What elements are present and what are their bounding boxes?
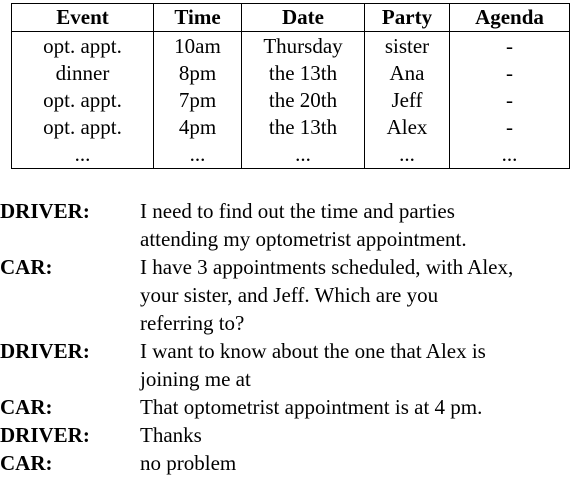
column-header-event: Event: [12, 4, 154, 32]
dialogue-turn: [0, 337, 582, 393]
utterance-text: I need to find out the time and parties attending my optometrist appointment.: [140, 199, 467, 251]
column-header-date: Date: [242, 4, 365, 32]
table-row: [12, 87, 570, 114]
column-header-time: Time: [154, 4, 242, 32]
utterance-text: That optometrist appointment is at 4 pm.: [140, 395, 483, 419]
table-cell: ...: [12, 141, 154, 169]
column-header-agenda: Agenda: [450, 4, 570, 32]
speaker-label: DRIVER:: [0, 423, 90, 447]
dialogue-turn: [0, 393, 582, 421]
utterance-text: no problem: [140, 451, 237, 475]
table-cell: opt. appt.: [12, 32, 154, 61]
dialogue-turn: [0, 449, 582, 477]
table-cell: opt. appt.: [12, 114, 154, 141]
table-cell: Ana: [365, 60, 450, 87]
dialogue-turn: [0, 253, 582, 337]
table-header-row: [12, 4, 570, 32]
table-cell: Jeff: [365, 87, 450, 114]
speaker-label: CAR:: [0, 451, 53, 475]
schedule-table: [11, 3, 570, 169]
speaker-label: CAR:: [0, 255, 53, 279]
table-row: [12, 141, 570, 169]
table-cell: the 13th: [242, 114, 365, 141]
table-cell: 8pm: [154, 60, 242, 87]
table-cell: 10am: [154, 32, 242, 61]
speaker-label: CAR:: [0, 395, 53, 419]
table-cell: ...: [365, 141, 450, 169]
table-cell: dinner: [12, 60, 154, 87]
utterance-text: I want to know about the one that Alex is joining me at: [140, 339, 486, 391]
speaker-label: DRIVER:: [0, 199, 90, 223]
schedule-table-container: [11, 3, 570, 169]
dialogue-transcript: [0, 197, 582, 477]
table-cell: 4pm: [154, 114, 242, 141]
table-cell: -: [450, 32, 570, 61]
table-cell: -: [450, 60, 570, 87]
speaker-label: DRIVER:: [0, 339, 90, 363]
table-cell: ...: [450, 141, 570, 169]
table-cell: Thursday: [242, 32, 365, 61]
utterance-text: I have 3 appointments scheduled, with Alex, your sister, and Jeff. Which are you referring to?: [140, 255, 514, 335]
table-cell: the 13th: [242, 60, 365, 87]
table-row: [12, 32, 570, 61]
table-cell: sister: [365, 32, 450, 61]
table-cell: 7pm: [154, 87, 242, 114]
column-header-party: Party: [365, 4, 450, 32]
dialogue-turn: [0, 421, 582, 449]
utterance-text: Thanks: [140, 423, 202, 447]
dialogue-turn: [0, 197, 582, 253]
table-cell: -: [450, 87, 570, 114]
table-cell: opt. appt.: [12, 87, 154, 114]
table-row: [12, 114, 570, 141]
table-cell: Alex: [365, 114, 450, 141]
table-cell: ...: [242, 141, 365, 169]
table-cell: the 20th: [242, 87, 365, 114]
table-cell: -: [450, 114, 570, 141]
table-cell: ...: [154, 141, 242, 169]
table-row: [12, 60, 570, 87]
